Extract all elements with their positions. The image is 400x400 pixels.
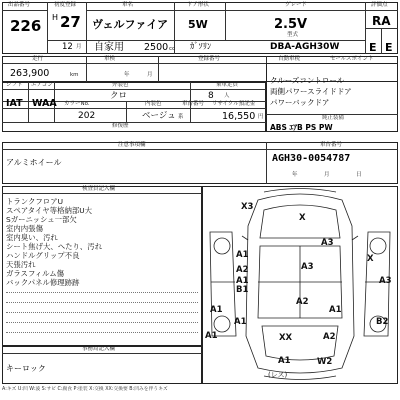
month-unit: 月: [76, 44, 82, 50]
cc-unit: cc: [169, 46, 176, 52]
damage-mark: A1: [236, 250, 249, 260]
aircon: WAA: [32, 98, 57, 109]
doors: 5W: [188, 18, 208, 31]
color-no-label: カラーNo.: [64, 101, 90, 107]
inspection-line: 室内内張傷: [6, 224, 43, 233]
inspection-line: ハンドルグリップ不良: [6, 251, 80, 260]
equipment-label: 純正装備: [322, 115, 345, 121]
notes-label: 注意事項欄: [118, 142, 146, 148]
damage-mark: A2: [296, 297, 309, 307]
era: H: [52, 13, 59, 22]
damage-mark: X3: [241, 202, 254, 212]
model-year: 27: [60, 13, 81, 31]
damage-mark: A1: [329, 305, 342, 315]
tax-label: 自動車税: [278, 56, 301, 62]
inspection-line: トランクフロアU: [6, 197, 63, 206]
sales-point-3: パワーバックドア: [270, 98, 330, 107]
capacity-label: 乗車定員: [216, 82, 239, 88]
damage-legend: A:キズ U:凹 W:波 S:サビ C:腐食 P:塗装 X:交換 XX:交換要 B:凹みを伴うキズ: [2, 387, 168, 392]
rear-label: (レス): [268, 371, 288, 379]
reg-month: 12: [62, 42, 73, 52]
damage-mark: A1: [236, 276, 249, 286]
car-name: ヴェルファイア: [92, 18, 169, 31]
notes: アルミホイール: [6, 158, 62, 167]
damage-mark: X: [367, 254, 374, 264]
damage-mark: A1: [210, 305, 223, 315]
displacement: 2500: [144, 42, 169, 53]
shaken-year-unit: 年: [124, 72, 130, 78]
recycle-deposit-label: リサイクル預託金: [212, 101, 256, 107]
score: RA: [372, 14, 391, 28]
recycle-amount: 16,550: [222, 111, 256, 122]
mileage: 263,900: [10, 68, 50, 79]
mileage-unit: km: [70, 72, 79, 78]
yen-unit: 円: [258, 114, 264, 120]
inspection-line: ガラスフィルム傷: [6, 269, 65, 278]
vin-label: 車台番号: [182, 101, 205, 107]
shaken-month-unit: 月: [147, 72, 153, 78]
year-label: 初度登録: [54, 2, 77, 8]
grade-label: グレード: [285, 2, 308, 8]
inspection-line: Sガーニッシュ一部欠: [6, 215, 77, 224]
damage-mark: A1: [205, 331, 218, 341]
damage-mark: A2: [323, 332, 336, 342]
damage-mark: A1: [234, 317, 247, 327]
car-name-label: 車名: [122, 2, 134, 8]
chassis-day-unit: 日: [356, 172, 362, 178]
clerk-note: キーロック: [6, 364, 46, 373]
damage-mark: A3: [379, 276, 392, 286]
inspection-label: 検査員記入欄: [82, 186, 116, 192]
color-label: 外装色: [112, 82, 129, 88]
clerk-label: 事務局記入欄: [82, 346, 116, 352]
damage-mark: XX: [279, 333, 293, 343]
damage-mark: X: [299, 213, 306, 223]
damage-mark: W2: [317, 357, 333, 367]
capacity-unit: 人: [224, 93, 230, 99]
color-no: 202: [78, 111, 96, 121]
shift-label: シフト: [6, 82, 23, 88]
sales-point-1: クルーズコントロール: [270, 76, 345, 85]
shaken-label: 車検: [104, 56, 116, 62]
model-code: DBA-AGH30W: [270, 42, 340, 52]
score-label: 評価点: [371, 2, 388, 8]
inspection-list: [2, 196, 202, 346]
equipment: ABS ｴｱB PS PW: [270, 123, 333, 132]
chassis-month-unit: 月: [324, 172, 330, 178]
lot-label: 出品番号: [8, 2, 31, 8]
interior-label: 内装色: [145, 101, 162, 107]
inspection-line: バックパネル修理跡跡: [6, 278, 80, 287]
usage: 自家用: [94, 42, 124, 53]
aircon-label: エアコン: [31, 82, 53, 88]
damage-mark: A2: [236, 265, 249, 275]
chassis-label: 車台番号: [320, 142, 343, 148]
interior-grade: E: [369, 41, 377, 54]
doors-label: ドア形状: [187, 2, 209, 8]
capacity: 8: [208, 91, 214, 101]
history-label: 修復歴: [112, 123, 129, 129]
damage-mark: B2: [376, 317, 389, 327]
damage-mark: A3: [321, 238, 334, 248]
fuel: ｶﾞｿﾘﾝ: [190, 42, 212, 52]
model-label: 型式: [287, 32, 299, 38]
interior-unit: 系: [178, 114, 184, 120]
grade: 2.5V: [274, 17, 308, 32]
chassis-number: AGH30-0054787: [272, 153, 351, 164]
shift: IAT: [6, 98, 23, 109]
inspection-line: 室内臭い、汚れ: [6, 233, 58, 242]
damage-mark: A1: [278, 356, 291, 366]
interior-color: ベージュ: [142, 111, 176, 121]
reg-number-label: 登録番号: [198, 56, 221, 62]
sales-point-2: 両側パワースライドドア: [270, 87, 352, 96]
exterior-color: クロ: [110, 91, 128, 101]
auction-sheet: [2, 2, 398, 398]
sales-point-label: セールスポイント: [330, 56, 374, 62]
damage-mark: A3: [301, 262, 314, 272]
damage-mark: B1: [236, 285, 249, 295]
chassis-year-unit: 年: [292, 172, 298, 178]
lot-number: 226: [10, 17, 42, 35]
inspection-line: スペアタイヤ等格納部U大: [6, 206, 93, 215]
mileage-label: 走行: [32, 56, 44, 62]
inspection-line: 天張汚れ: [6, 260, 36, 269]
exterior-grade: E: [385, 41, 393, 54]
inspection-line: シート焦げ大、へたり、汚れ: [6, 242, 103, 251]
